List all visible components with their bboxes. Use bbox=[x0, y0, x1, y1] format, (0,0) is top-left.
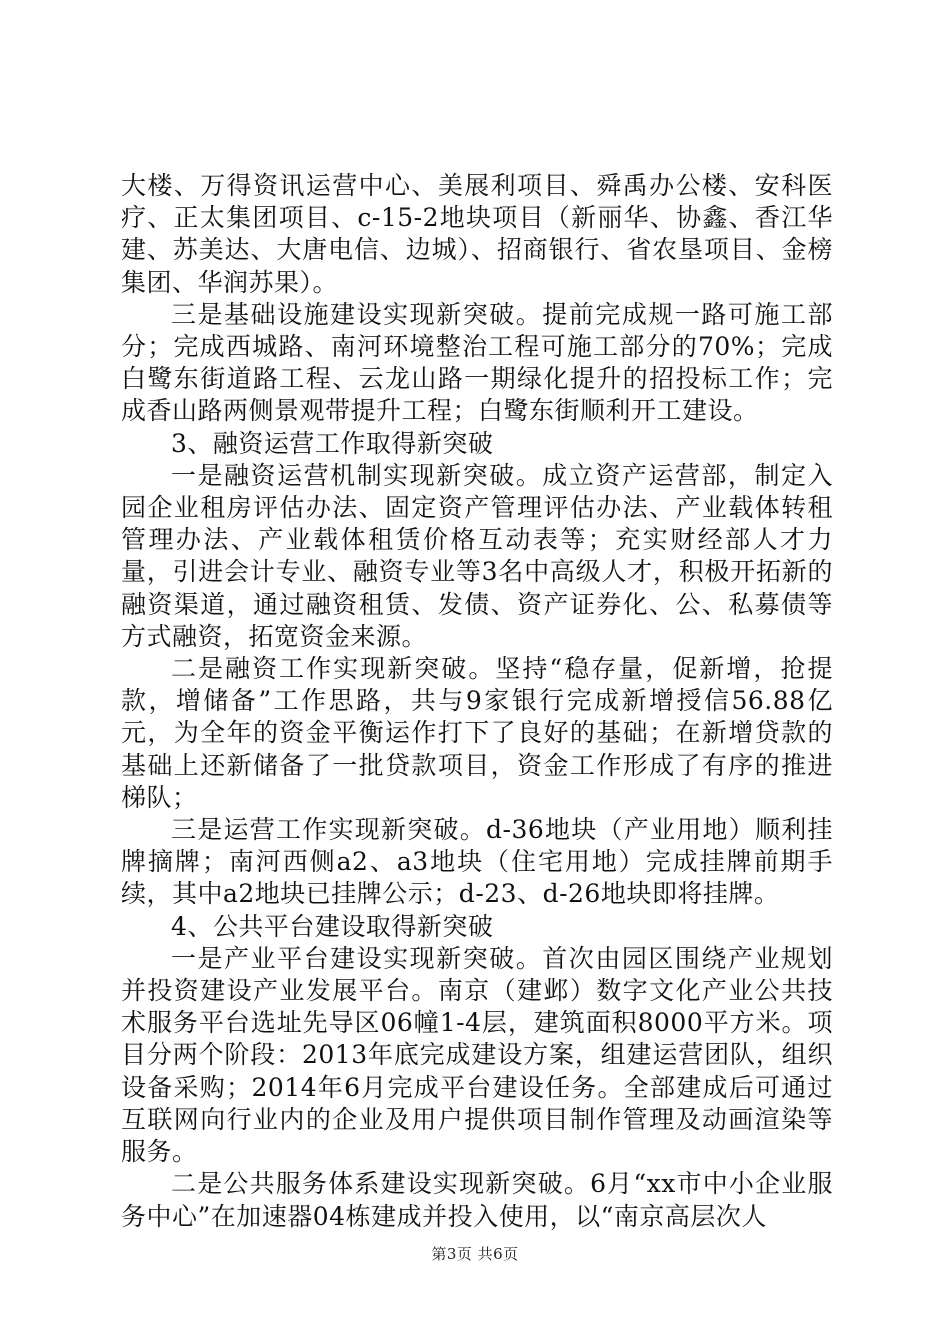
page-footer: 第3页 共6页 bbox=[431, 1245, 519, 1263]
paragraph-continuation: 大楼、万得资讯运营中心、美展利项目、舜禹办公楼、安科医疗、正太集团项目、c-15-2地块项目（新丽华、协鑫、香江华建、苏美达、大唐电信、边城）、招商银行、省农垦项目、金榜集团、华润苏果）。 bbox=[121, 171, 833, 297]
paragraph-financing-mechanism: 一是融资运营机制实现新突破。成立资产运营部，制定入园企业租房评估办法、固定资产管理评估办法、产业载体转租管理办法、产业载体租赁价格互动表等；充实财经部人才力量，引进会计专业、融资专业等3名中高级人才，积极开拓新的融资渠道，通过融资租赁、发债、资产证券化、公、私募债等方式融资，拓宽资金来源。 bbox=[121, 460, 833, 651]
paragraph-financing-work: 二是融资工作实现新突破。坚持“稳存量，促新增，抢提款，增储备”工作思路，共与9家银行完成新增授信56.88亿元，为全年的资金平衡运作打下了良好的基础；在新增贷款的基础上还新储备了一批贷款项目，资金工作形成了有序的推进梯队； bbox=[121, 654, 833, 812]
paragraph-industry-platform: 一是产业平台建设实现新突破。首次由园区围绕产业规划并投资建设产业发展平台。南京（建邺）数字文化产业公共技术服务平台选址先导区06幢1-4层，建筑面积8000平方米。项目分两个阶段：2013年底完成建设方案，组建运营团队，组织设备采购；2014年6月完成平台建设任务。全部建成后可通过互联网向行业内的企业及用户提供项目制作管理及动画渲染等服务。 bbox=[121, 943, 833, 1167]
document-body bbox=[121, 170, 833, 1233]
paragraph-public-service: 二是公共服务体系建设实现新突破。6月“xx市中小企业服务中心”在加速器04栋建成并投入使用，以“南京高层次人 bbox=[121, 1169, 833, 1231]
section-heading-financing: 3、融资运营工作取得新突破 bbox=[171, 428, 494, 458]
section-heading-public-platform: 4、公共平台建设取得新突破 bbox=[171, 911, 494, 941]
paragraph-infrastructure: 三是基础设施建设实现新突破。提前完成规一路可施工部分；完成西城路、南河环境整治工程可施工部分的70%；完成白鹭东街道路工程、云龙山路一期绿化提升的招投标工作；完成香山路两侧景观带提升工程；白鹭东街顺利开工建设。 bbox=[121, 299, 833, 426]
paragraph-operations: 三是运营工作实现新突破。d-36地块（产业用地）顺利挂牌摘牌；南河西侧a2、a3地块（住宅用地）完成挂牌前期手续，其中a2地块已挂牌公示；d-23、d-26地块即将挂牌。 bbox=[121, 815, 833, 909]
